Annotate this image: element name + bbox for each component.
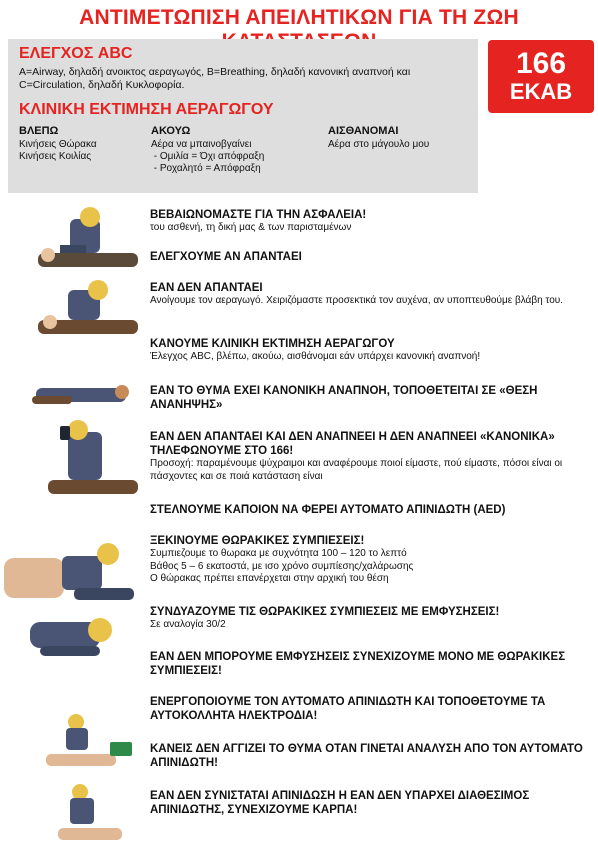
aed-pads-illustration <box>46 712 136 772</box>
column-feel <box>328 125 429 151</box>
emergency-number: 166 <box>515 47 567 80</box>
abc-panel <box>8 39 478 193</box>
step-recovery-position <box>150 384 590 412</box>
step-activate-aed <box>150 695 590 723</box>
column-line: - Ομιλία = Όχι απόφραξη <box>151 151 265 162</box>
column-heading: ΒΛΕΠΩ <box>19 125 59 137</box>
column-line: Αέρα να μπαινοβγαίνει <box>151 139 252 150</box>
step-heading: ΕΑΝ ΔΕΝ ΣΥΝΙΣΤΑΤΑΙ ΑΠΙΝΙΔΩΣΗ Η ΕΑΝ ΔΕΝ ΥΠΑΡΧΕΙ ΔΙΑΘΕΣΙΜΟΣ ΑΠΙΝΙΔΩΤΗΣ, ΣΥΝΕΧΙΖΟΥΜΕ ΚΑΡΠΑ! <box>150 790 530 816</box>
step-heading: ΕΑΝ ΤΟ ΘΥΜΑ ΕΧΕΙ ΚΑΝΟΝΙΚΗ ΑΝΑΠΝΟΗ, ΤΟΠΟΘΕΤΕΙΤΑΙ ΣΕ «ΘΕΣΗ ΑΝΑΝΗΨΗΣ» <box>150 385 538 411</box>
step-text: Προσοχή: παραμένουμε ψύχραιμοι και αναφέρουμε ποιοί είμαστε, πού είμαστε, πόσοι είναι οι πάσχοντες και σε ποιά κατάσταση είναι <box>150 458 563 482</box>
open-airway-illustration <box>38 280 148 340</box>
step-text: Συμπιεζουμε το θωρακα με συχνότητα 100 – 120 το λεπτό Βάθος 5 – 6 εκατοστά, με ισο χρόνο συμπίεσης/χαλάρωσης Ο θώρακας πρέπει επανέρχεται στην αρχική του θέση <box>150 548 414 584</box>
abc-heading: ΕΛΕΓΧΟΣ ABC <box>19 45 133 62</box>
airway-assessment-heading: ΚΛΙΝΙΚΗ ΕΚΤΙΜΗΣΗ ΑΕΡΑΓΩΓΟΥ <box>19 101 274 118</box>
column-line: Αέρα στο μάγουλο μου <box>328 139 430 150</box>
step-compressions-breaths <box>150 605 590 632</box>
step-heading: ΣΥΝΔΥΑΖΟΥΜΕ ΤΙΣ ΘΩΡΑΚΙΚΕΣ ΣΥΜΠΙΕΣΕΙΣ ΜΕ ΕΜΦΥΣΗΣΕΙΣ! <box>150 606 500 618</box>
column-hear <box>151 125 264 175</box>
step-heading: ΞΕΚΙΝΟΥΜΕ ΘΩΡΑΚΙΚΕΣ ΣΥΜΠΙΕΣΕΙΣ! <box>150 535 365 547</box>
column-heading: ΑΙΣΘΑΝΟΜΑΙ <box>328 125 399 137</box>
step-airway-assessment <box>150 337 590 364</box>
step-compressions-only <box>150 650 590 678</box>
chest-compressions-illustration <box>4 538 144 608</box>
emergency-number-badge <box>488 40 594 113</box>
recovery-position-illustration <box>30 378 130 410</box>
column-line: Κινήσεις Κοιλίας <box>19 151 92 162</box>
step-check-response <box>150 250 590 264</box>
abc-description: A=Airway, δηλαδή ανοικτος αεραγωγός, B=Breathing, δηλαδή κανονική αναπνοή και C=Circulation, δηλαδή Κυκλοφορία. <box>19 66 411 91</box>
emergency-label: ΕΚΑΒ <box>509 79 573 104</box>
step-text: Σε αναλογία 30/2 <box>150 619 226 630</box>
step-chest-compressions <box>150 534 590 586</box>
column-heading: ΑΚΟΥΩ <box>151 125 191 137</box>
column-line: - Ροχαλητό = Απόφραξη <box>151 163 261 174</box>
rescue-breaths-illustration <box>30 612 120 660</box>
step-heading: ΕΛΕΓΧΟΥΜΕ ΑΝ ΑΠΑΝΤΑΕΙ <box>150 251 302 263</box>
step-call-166 <box>150 430 590 483</box>
step-heading: ΕΑΝ ΔΕΝ ΑΠΑΝΤΑΕΙ ΚΑΙ ΔΕΝ ΑΝΑΠΝΕΕΙ Η ΔΕΝ ΑΝΑΠΝΕΕΙ «ΚΑΝΟΝΙΚΑ» ΤΗΛΕΦΩΝΟΥΜΕ ΣΤΟ 166! <box>150 431 555 457</box>
column-line: Κινήσεις Θώρακα <box>19 139 97 150</box>
step-heading: ΒΕΒΑΙΩΝΟΜΑΣΤΕ ΓΙΑ ΤΗΝ ΑΣΦΑΛΕΙΑ! <box>150 209 367 221</box>
continue-cpr-illustration <box>58 782 138 844</box>
step-no-response <box>150 281 590 308</box>
step-text: του ασθενή, τη δική μας & των παρισταμένων <box>150 222 352 233</box>
page-title: ΑΝΤΙΜΕΤΩΠΙΣΗ ΑΠΕΙΛΗΤΙΚΩΝ ΓΙΑ ΤΗ ΖΩΗ <box>79 6 519 29</box>
step-text: Ανοίγουμε τον αεραγωγό. Χειριζόμαστε προσεκτικά τον αυχένα, αν υποπτευθούμε βλάβη του. <box>150 295 564 306</box>
step-safety <box>150 208 590 235</box>
step-no-touch-analysis <box>150 742 590 770</box>
column-see <box>19 125 97 163</box>
step-heading: ΚΑΝΟΥΜΕ ΚΛΙΝΙΚΗ ΕΚΤΙΜΗΣΗ ΑΕΡΑΓΩΓΟΥ <box>150 338 395 350</box>
step-text: Έλεγχος ABC, βλέπω, ακούω, αισθάνομαι εάν υπάρχει κανονική αναπνοή! <box>150 351 481 362</box>
step-heading: ΕΑΝ ΔΕΝ ΑΠΑΝΤΑΕΙ <box>150 282 263 294</box>
call-emergency-illustration <box>40 418 140 498</box>
step-heading: ΣΤΕΛΝΟΥΜΕ ΚΑΠΟΙΟΝ ΝΑ ΦΕΡΕΙ ΑΥΤΟΜΑΤΟ ΑΠΙΝΙΔΩΤΗ (AED) <box>150 504 506 516</box>
step-fetch-aed <box>150 503 590 517</box>
step-continue-cpr <box>150 789 590 817</box>
safety-check-illustration <box>38 205 148 273</box>
step-heading: ΕΑΝ ΔΕΝ ΜΠΟΡΟΥΜΕ ΕΜΦΥΣΗΣΕΙΣ ΣΥΝΕΧΙΖΟΥΜΕ ΜΟΝΟ ΜΕ ΘΩΡΑΚΙΚΕΣ ΣΥΜΠΙΕΣΕΙΣ! <box>150 651 566 677</box>
step-heading: ΚΑΝΕΙΣ ΔΕΝ ΑΓΓΙΖΕΙ ΤΟ ΘΥΜΑ ΟΤΑΝ ΓΙΝΕΤΑΙ ΑΝΑΛΥΣΗ ΑΠΟ ΤΟΝ ΑΥΤΟΜΑΤΟ ΑΠΙΝΙΔΩΤΗ! <box>150 743 583 769</box>
step-heading: ΕΝΕΡΓΟΠΟΙΟΥΜΕ ΤΟΝ ΑΥΤΟΜΑΤΟ ΑΠΙΝΙΔΩΤΗ ΚΑΙ ΤΟΠΟΘΕΤΟΥΜΕ ΤΑ ΑΥΤΟΚΟΛΛΗΤΑ ΗΛΕΚΤΡΟΔΙΑ! <box>150 696 546 722</box>
